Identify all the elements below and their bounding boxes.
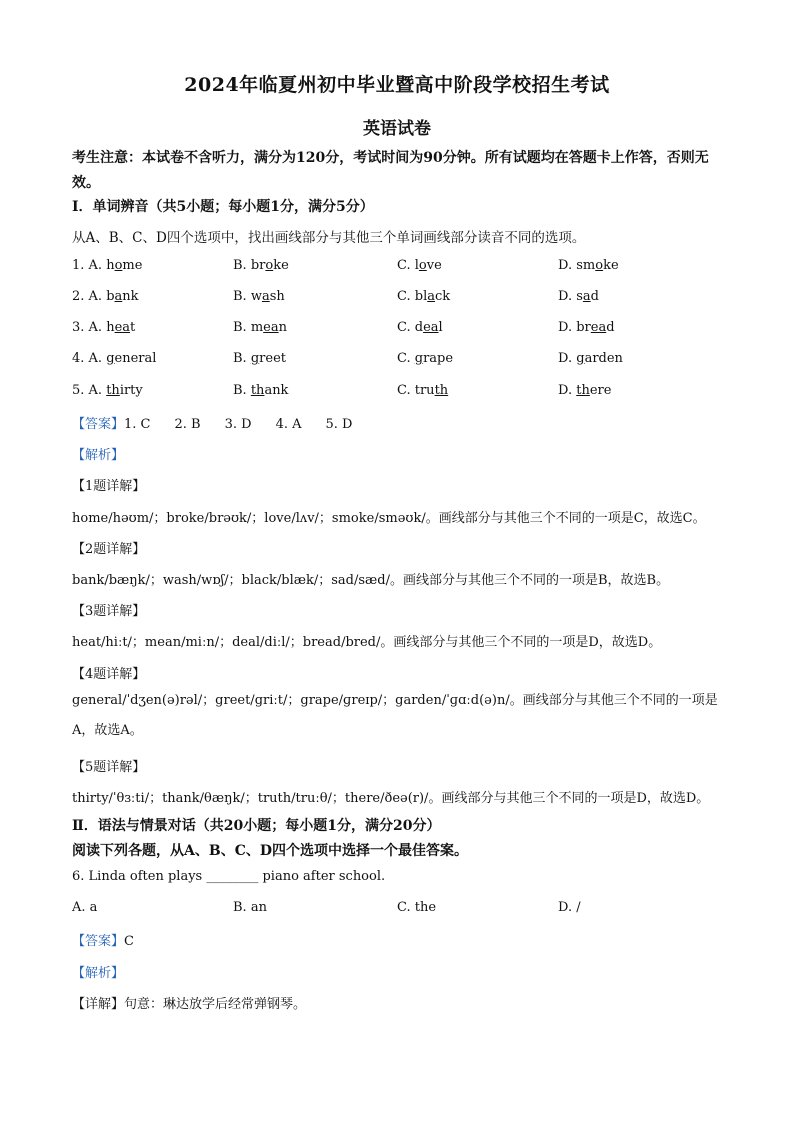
option-b xyxy=(233,258,289,273)
answer-item: 2. B xyxy=(174,417,201,432)
option-prefix: 3. A. h xyxy=(72,320,115,335)
option-c xyxy=(397,351,453,366)
option-a xyxy=(72,258,142,273)
section1-heading: Ⅰ．单词辨音（共5小题；每小题1分，满分5分） xyxy=(72,199,374,215)
q6-detail xyxy=(72,993,306,1012)
option-d xyxy=(558,383,611,398)
underlined-letters: ea xyxy=(590,320,607,335)
option-a xyxy=(72,320,135,335)
answer-item: 1. C xyxy=(124,417,151,432)
detail-1-label: 【1题详解】 xyxy=(72,479,146,494)
option-d xyxy=(558,351,623,366)
q6-detail-text: 句意：琳达放学后经常弹钢琴。 xyxy=(124,997,307,1012)
q6-option-b: B. an xyxy=(233,900,267,915)
q6-analysis-label: 【解析】 xyxy=(72,966,125,981)
underlined-letters: g xyxy=(414,351,424,366)
option-suffix: ke xyxy=(273,258,289,273)
detail-5-text: thirty/ˈθɜːti/；thank/θæŋk/；truth/truːθ/；there/ðeə(r)/。画线部分与其他三个不同的一项是D，故选D。 xyxy=(72,791,710,806)
exam-subtitle: 英语试卷 xyxy=(363,119,431,139)
option-c xyxy=(397,320,443,335)
answer-items xyxy=(124,417,376,432)
option-prefix: 5. A. xyxy=(72,383,107,398)
option-a xyxy=(72,289,139,304)
option-prefix: B. br xyxy=(233,258,266,273)
detail-5-label: 【5题详解】 xyxy=(72,760,146,775)
option-suffix: ke xyxy=(603,258,619,273)
option-suffix: ve xyxy=(426,258,442,273)
option-d xyxy=(558,320,615,335)
q6-option-d: D. / xyxy=(558,900,581,915)
q6-answer-label: 【答案】 xyxy=(72,934,125,949)
answer-item: 4. A xyxy=(275,417,302,432)
section2-heading: Ⅱ．语法与情景对话（共20小题；每小题1分，满分20分） xyxy=(72,818,441,834)
option-prefix: D. br xyxy=(558,320,591,335)
option-suffix: ank xyxy=(264,383,289,398)
option-d xyxy=(558,289,599,304)
option-prefix: B. w xyxy=(233,289,262,304)
option-b xyxy=(233,320,287,335)
option-c xyxy=(397,289,450,304)
option-c xyxy=(397,258,442,273)
exam-title: 2024年临夏州初中毕业暨高中阶段学校招生考试 xyxy=(184,74,610,96)
option-suffix: eneral xyxy=(114,351,157,366)
q6-answer-value: C xyxy=(124,934,134,949)
option-a xyxy=(72,383,143,398)
option-b xyxy=(233,289,285,304)
detail-1-text: home/həʊm/；broke/brəʊk/；love/lʌv/；smoke/sməʊk/。画线部分与其他三个不同的一项是C，故选C。 xyxy=(72,511,706,526)
underlined-letters: th xyxy=(434,383,449,398)
option-suffix: ck xyxy=(435,289,451,304)
underlined-letters: a xyxy=(261,289,270,304)
detail-2-label: 【2题详解】 xyxy=(72,542,146,557)
question-row xyxy=(72,351,722,369)
option-suffix: d xyxy=(590,289,599,304)
underlined-letters: ea xyxy=(423,320,439,335)
option-suffix: rape xyxy=(423,351,454,366)
underlined-letters: a xyxy=(114,289,123,304)
underlined-letters: th xyxy=(576,383,590,398)
option-prefix: 4. A. xyxy=(72,351,107,366)
exam-notice: 考生注意：本试卷不含听力，满分为120分，考试时间为90分钟。所有试题均在答题卡上作答，否则无效。 xyxy=(72,150,709,191)
underlined-letters: ea xyxy=(263,320,279,335)
detail-4-label: 【4题详解】 xyxy=(72,667,146,682)
option-suffix: me xyxy=(122,258,143,273)
underlined-letters: o xyxy=(265,258,274,273)
q6-detail-label: 【详解】 xyxy=(72,997,125,1012)
underlined-letters: o xyxy=(418,258,427,273)
option-suffix: sh xyxy=(269,289,285,304)
underlined-letters: th xyxy=(106,383,120,398)
option-suffix: irty xyxy=(119,383,143,398)
underlined-letters: o xyxy=(114,258,123,273)
question-row xyxy=(72,258,722,276)
option-prefix: D. xyxy=(558,383,577,398)
option-c xyxy=(397,383,448,398)
option-suffix: l xyxy=(438,320,443,335)
option-suffix: ere xyxy=(589,383,612,398)
section2-instruction: 阅读下列各题，从A、B、C、D四个选项中选择一个最佳答案。 xyxy=(72,843,468,859)
option-prefix: D. sm xyxy=(558,258,596,273)
section1-instruction: 从A、B、C、D四个选项中，找出画线部分与其他三个单词画线部分读音不同的选项。 xyxy=(72,230,586,246)
option-b xyxy=(233,351,286,366)
underlined-letters: ea xyxy=(114,320,131,335)
option-prefix: B. m xyxy=(233,320,264,335)
underlined-letters: g xyxy=(106,351,115,366)
option-prefix: B. xyxy=(233,383,251,398)
detail-2-text: bank/bæŋk/；wash/wɒʃ/；black/blæk/；sad/sæd/。画线部分与其他三个不同的一项是B，故选B。 xyxy=(72,573,670,588)
q6-option-c: C. the xyxy=(397,900,437,915)
option-prefix: B. xyxy=(233,351,251,366)
option-prefix: 2. A. b xyxy=(72,289,115,304)
option-a xyxy=(72,351,156,366)
option-suffix: arden xyxy=(584,351,623,366)
detail-3-text: heat/hiːt/；mean/miːn/；deal/diːl/；bread/bred/。画线部分与其他三个不同的一项是D，故选D。 xyxy=(72,635,662,650)
option-prefix: C. bl xyxy=(397,289,428,304)
option-d xyxy=(558,258,619,273)
section1-answers xyxy=(72,413,376,432)
option-prefix: C. xyxy=(397,351,415,366)
q6-answer xyxy=(72,930,134,949)
underlined-letters: a xyxy=(427,289,435,304)
detail-3-label: 【3题详解】 xyxy=(72,604,146,619)
detail-4-text: general/ˈdʒen(ə)rəl/；greet/griːt/；grape/ɡreɪp/；garden/ˈɡɑːd(ə)n/。画线部分与其他三个不同的一项是A，故选A。 xyxy=(72,693,718,738)
q6-stem: 6. Linda often plays ________ piano after school. xyxy=(72,869,386,884)
option-suffix: nk xyxy=(122,289,139,304)
option-prefix: D. xyxy=(558,351,577,366)
option-suffix: t xyxy=(130,320,136,335)
analysis-label: 【解析】 xyxy=(72,448,125,463)
underlined-letters: o xyxy=(595,258,604,273)
q6-options xyxy=(72,900,722,918)
underlined-letters: g xyxy=(576,351,585,366)
question-row xyxy=(72,289,722,307)
option-suffix: reet xyxy=(259,351,286,366)
q6-option-a: A. a xyxy=(72,900,98,915)
option-suffix: d xyxy=(606,320,615,335)
underlined-letters: a xyxy=(582,289,591,304)
option-prefix: C. tru xyxy=(397,383,435,398)
option-prefix: D. s xyxy=(558,289,583,304)
answer-label: 【答案】 xyxy=(72,417,125,432)
underlined-letters: g xyxy=(250,351,260,366)
question-row xyxy=(72,383,722,401)
answer-item: 3. D xyxy=(224,417,252,432)
answer-item: 5. D xyxy=(325,417,353,432)
option-suffix: n xyxy=(278,320,287,335)
option-b xyxy=(233,383,288,398)
option-prefix: 1. A. h xyxy=(72,258,115,273)
question-row xyxy=(72,320,722,338)
underlined-letters: th xyxy=(250,383,265,398)
option-prefix: C. d xyxy=(397,320,424,335)
option-prefix: C. l xyxy=(397,258,419,273)
